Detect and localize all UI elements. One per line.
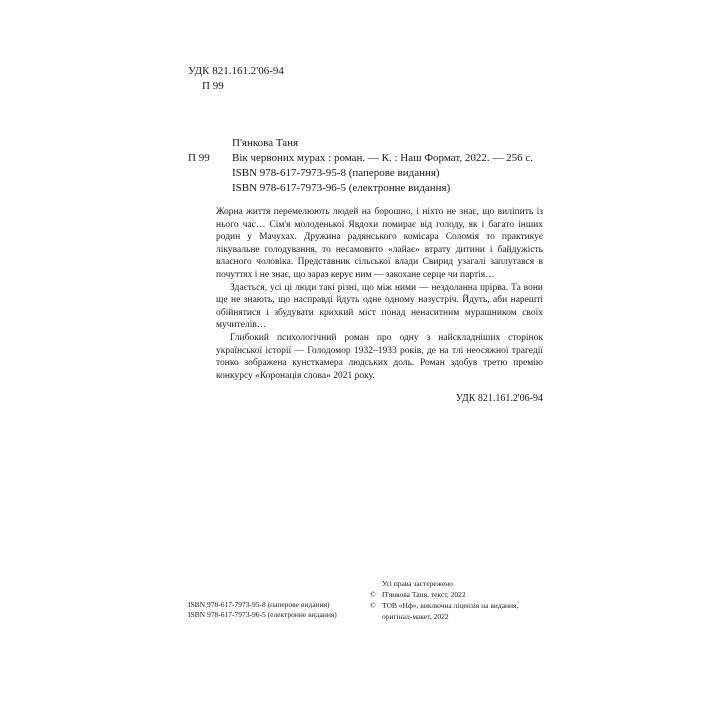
- annotation: [216, 206, 543, 382]
- copyright-publisher: ТОВ «Нф», виключна ліцензія на видання,: [382, 601, 519, 610]
- copyright-author: П'янкова Таня, текст, 2022: [382, 590, 466, 599]
- isbn-paper: ISBN 978-617-7973-95-8 (паперове видання): [188, 600, 330, 609]
- biblio-title-line: Вік червоних мурах : роман. — К. : Наш Формат, 2022. — 256 с.: [232, 152, 533, 164]
- copyright-author-row: [370, 589, 518, 600]
- udk-code: УДК 821.161.2'06-94: [188, 65, 284, 77]
- copyright-publisher-row: [370, 600, 518, 611]
- biblio-class-mark: П 99: [188, 152, 210, 164]
- bibliographic-record: [188, 136, 548, 196]
- author-mark: П 99: [202, 80, 224, 92]
- copyright-publisher-cont: оригінал-макет, 2022: [382, 612, 449, 621]
- annotation-paragraph-3: Глибокий психологічний роман про одну з найскладніших сторінок української історії — Голодомор 1932–1933 років, де на тлі неосяжної трагедії тонко зображена кунсткамера людських доль. Роман здобув третю премію конкурсу «Коронація слова» 2021 року.: [216, 332, 543, 381]
- copyright-block: [370, 578, 518, 622]
- rights-reserved: Усі права застережено: [382, 579, 453, 588]
- copyright-symbol: ©: [370, 590, 376, 599]
- biblio-author: П'янкова Таня: [232, 137, 299, 149]
- isbn-block: [188, 600, 337, 620]
- udk-header: [188, 64, 284, 94]
- biblio-isbn-electronic: ISBN 978-617-7973-96-5 (електронне видання): [232, 182, 451, 194]
- copyright-symbol-2: ©: [370, 601, 376, 610]
- isbn-electronic: ISBN 978-617-7973-96-5 (електронне видання): [188, 610, 337, 619]
- annotation-paragraph-1: Жорна життя перемелюють людей на борошно, і ніхто не знає, що виліпить із нього час… Сім'я молоденької Явдохи помирає від голоду, як і багато інших родин у Мачухах. Дружина радянського комісара Соломія то практикує лікувальне голодування, то несамовито «лайає» втрату дитини і байдужість власного чоловіка. Представник сільської влади Свирид узагалі заплутався в почуттях і не знає, що зараз керує ним — закохане серце чи партія…: [216, 207, 543, 280]
- annotation-paragraph-2: Здається, усі ці люди такі різні, що між ними — нездоланна прірва. Та вони ще не знають, що насправді йдуть одне одному назустріч. Йдуть, аби нарешті обійнятися і збудувати крихкий міст понад ненаситним мурашником своїх мучителів…: [216, 282, 543, 331]
- udk-footer-code: УДК 821.161.2'06-94: [455, 393, 543, 404]
- biblio-isbn-paper: ISBN 978-617-7973-95-8 (паперове видання): [232, 167, 440, 179]
